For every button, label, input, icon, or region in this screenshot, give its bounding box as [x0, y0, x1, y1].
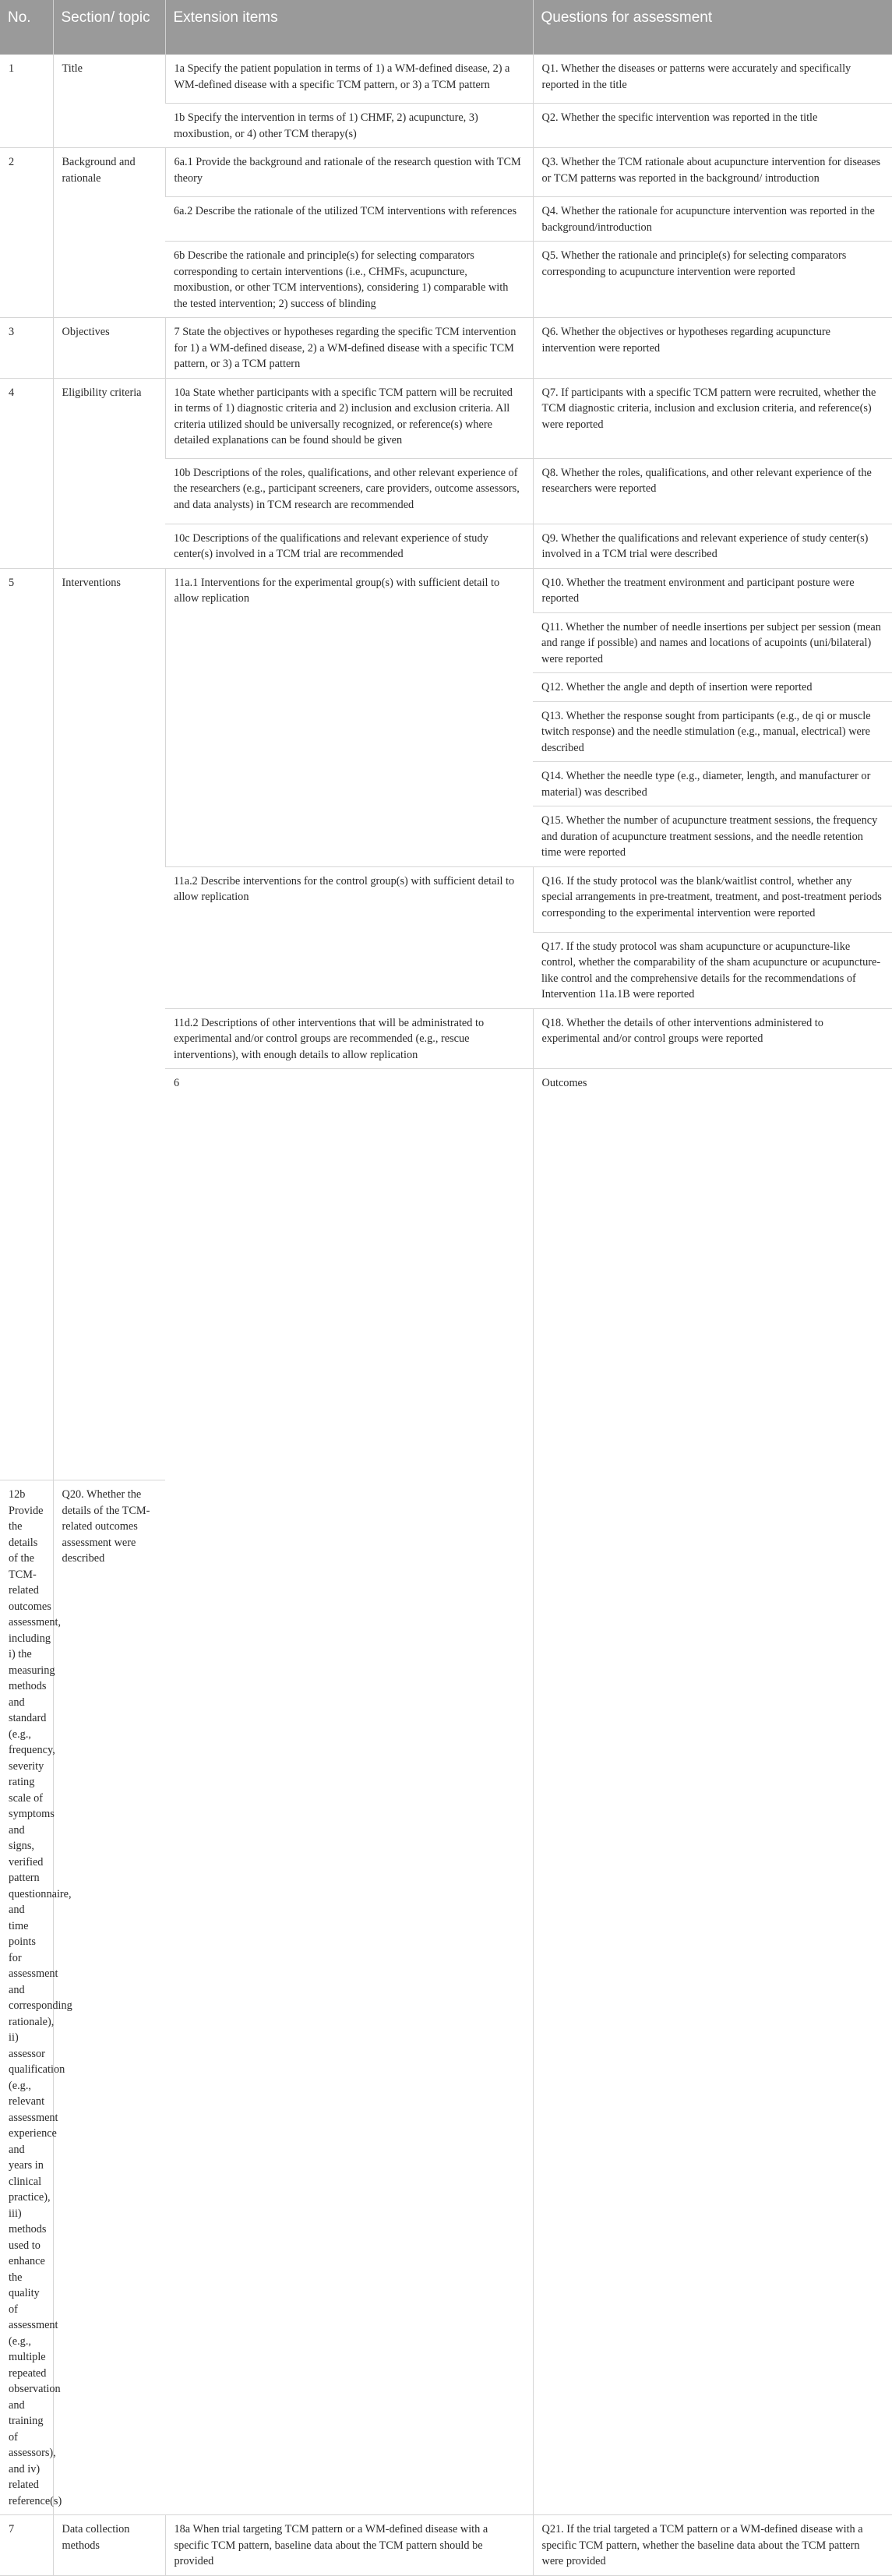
extension-item: 1b Specify the intervention in terms of 1) CHMF, 2) acupuncture, 3) moxibustion, or 4) other TCM therapy(s) — [165, 104, 533, 148]
assessment-question: Q5. Whether the rationale and principle(s) for selecting comparators corresponding to acupuncture intervention were reported — [533, 242, 892, 318]
table-row — [0, 568, 892, 612]
assessment-question: Q21. If the trial targeted a TCM pattern or a WM-defined disease with a specific TCM pattern, whether the baseline data about the TCM pattern were provided — [533, 2515, 892, 2576]
extension-item: 6b Describe the rationale and principle(s) for selecting comparators corresponding to certain interventions (i.e., CHMFs, acupuncture, moxibustion, or other TCM interventions), considering 1) comparable with the tested intervention; 2) success of blinding — [165, 242, 533, 318]
extension-item: 6a.1 Provide the background and rationale of the research question with TCM theory — [165, 148, 533, 197]
table-row — [0, 318, 892, 379]
assessment-question: Q2. Whether the specific intervention was reported in the title — [533, 104, 892, 148]
assessment-question: Q8. Whether the roles, qualifications, and other relevant experience of the researchers were reported — [533, 458, 892, 524]
assessment-question: Q3. Whether the TCM rationale about acupuncture intervention for diseases or TCM patterns was reported in the background/ introduction — [533, 148, 892, 197]
extension-item: 10a State whether participants with a specific TCM pattern will be recruited in terms of 1) diagnostic criteria and 2) inclusion and exclusion criteria. All criteria utilized should be universally recognized, or reference(s) where detailed explanations can be found should be given — [165, 378, 533, 458]
extension-item: 11d.2 Descriptions of other interventions that will be administrated to experimental and/or control groups are recommended (e.g., rescue interventions), with enough details to allow replication — [165, 1008, 533, 1069]
assessment-question: Q1. Whether the diseases or patterns were accurately and specifically reported in the title — [533, 55, 892, 104]
header-row — [0, 0, 892, 55]
extension-item: 11a.2 Describe interventions for the control group(s) with sufficient detail to allow replication — [165, 866, 533, 1008]
header-questions: Questions for assessment — [533, 0, 892, 55]
header-section: Section/ topic — [53, 0, 165, 55]
item-number: 5 — [0, 568, 53, 1480]
assessment-question: Q17. If the study protocol was sham acupuncture or acupuncture-like control, whether the comparability of the sham acupuncture or acupuncture-like control and the comprehensive details for the recommendations of Intervention 11a.1B were reported — [533, 932, 892, 1008]
assessment-question: Q15. Whether the number of acupuncture treatment sessions, the frequency and duration of acupuncture treatment sessions, and the needle retention time were reported — [533, 806, 892, 867]
item-number: 6 — [165, 1069, 533, 2515]
extension-item: 18a When trial targeting TCM pattern or a WM-defined disease with a specific TCM pattern, baseline data about the TCM pattern should be provided — [165, 2515, 533, 2576]
header-no: No. — [0, 0, 53, 55]
assessment-question: Q20. Whether the details of the TCM-related outcomes assessment were described — [53, 1480, 165, 2515]
section-topic: Objectives — [53, 318, 165, 379]
table-row — [0, 55, 892, 104]
section-topic: Data collection methods — [53, 2515, 165, 2576]
extension-item: 6a.2 Describe the rationale of the utilized TCM interventions with references — [165, 197, 533, 242]
section-topic: Outcomes — [533, 1069, 892, 2515]
assessment-question: Q12. Whether the angle and depth of insertion were reported — [533, 673, 892, 702]
item-number: 2 — [0, 148, 53, 318]
extension-item: 12b Provide the details of the TCM-related outcomes assessment, including i) the measuring methods and standard (e.g., frequency, severity rating scale of symptoms and signs, verified pattern questionnaire, and time points for assessment and corresponding rationale), ii) assessor qualification (e.g., relevant assessment experience and years in clinical practice), iii) methods used to enhance the quality of assessment (e.g., multiple repeated observation and training of assessors), and iv) related reference(s) — [0, 1480, 53, 2515]
assessment-question: Q10. Whether the treatment environment and participant posture were reported — [533, 568, 892, 612]
assessment-question: Q16. If the study protocol was the blank/waitlist control, whether any special arrangements in pre-treatment, treatment, and post-treatment periods corresponding to the experimental intervention were reported — [533, 866, 892, 932]
assessment-question: Q14. Whether the needle type (e.g., diameter, length, and manufacturer or material) was described — [533, 762, 892, 806]
table-row — [0, 378, 892, 458]
assessment-question: Q4. Whether the rationale for acupuncture intervention was reported in the background/introduction — [533, 197, 892, 242]
header-extension-items: Extension items — [165, 0, 533, 55]
extension-item: 1a Specify the patient population in terms of 1) a WM-defined disease, 2) a WM-defined disease with a specific TCM pattern, or 3) a TCM pattern — [165, 55, 533, 104]
section-topic: Eligibility criteria — [53, 378, 165, 568]
item-number: 4 — [0, 378, 53, 568]
assessment-question: Q9. Whether the qualifications and relevant experience of study center(s) involved in a TCM trial were described — [533, 524, 892, 568]
section-topic: Background and rationale — [53, 148, 165, 318]
section-topic: Interventions — [53, 568, 165, 1480]
assessment-question: Q6. Whether the objectives or hypotheses regarding acupuncture intervention were reported — [533, 318, 892, 379]
item-number: 7 — [0, 2515, 53, 2576]
extension-item: 10b Descriptions of the roles, qualifications, and other relevant experience of the researchers (e.g., participant screeners, care providers, outcome assessors, and data analysts) in TCM research are recommended — [165, 458, 533, 524]
assessment-question: Q13. Whether the response sought from participants (e.g., de qi or muscle twitch response) and the needle stimulation (e.g., manual, electrical) were described — [533, 701, 892, 762]
assessment-question: Q7. If participants with a specific TCM pattern were recruited, whether the TCM diagnostic criteria, inclusion and exclusion criteria, and reference(s) were reported — [533, 378, 892, 458]
item-number: 1 — [9, 62, 15, 75]
extension-item: 7 State the objectives or hypotheses regarding the specific TCM intervention for 1) a WM-defined disease, 2) a WM-defined disease with a specific TCM pattern, or 3) a TCM pattern — [165, 318, 533, 379]
extension-item: 11a.1 Interventions for the experimental group(s) with sufficient detail to allow replication — [165, 568, 533, 866]
item-number: 3 — [0, 318, 53, 379]
section-topic: Title — [53, 55, 165, 148]
extension-item: 10c Descriptions of the qualifications and relevant experience of study center(s) involved in a TCM trial are recommended — [165, 524, 533, 568]
assessment-question: Q18. Whether the details of other interventions administered to experimental and/or control groups were reported — [533, 1008, 892, 1069]
assessment-question: Q11. Whether the number of needle insertions per subject per session (mean and range if possible) and names and locations of acupoints (uni/bilateral) were reported — [533, 612, 892, 673]
table-row — [0, 148, 892, 197]
table-row — [0, 2515, 892, 2576]
